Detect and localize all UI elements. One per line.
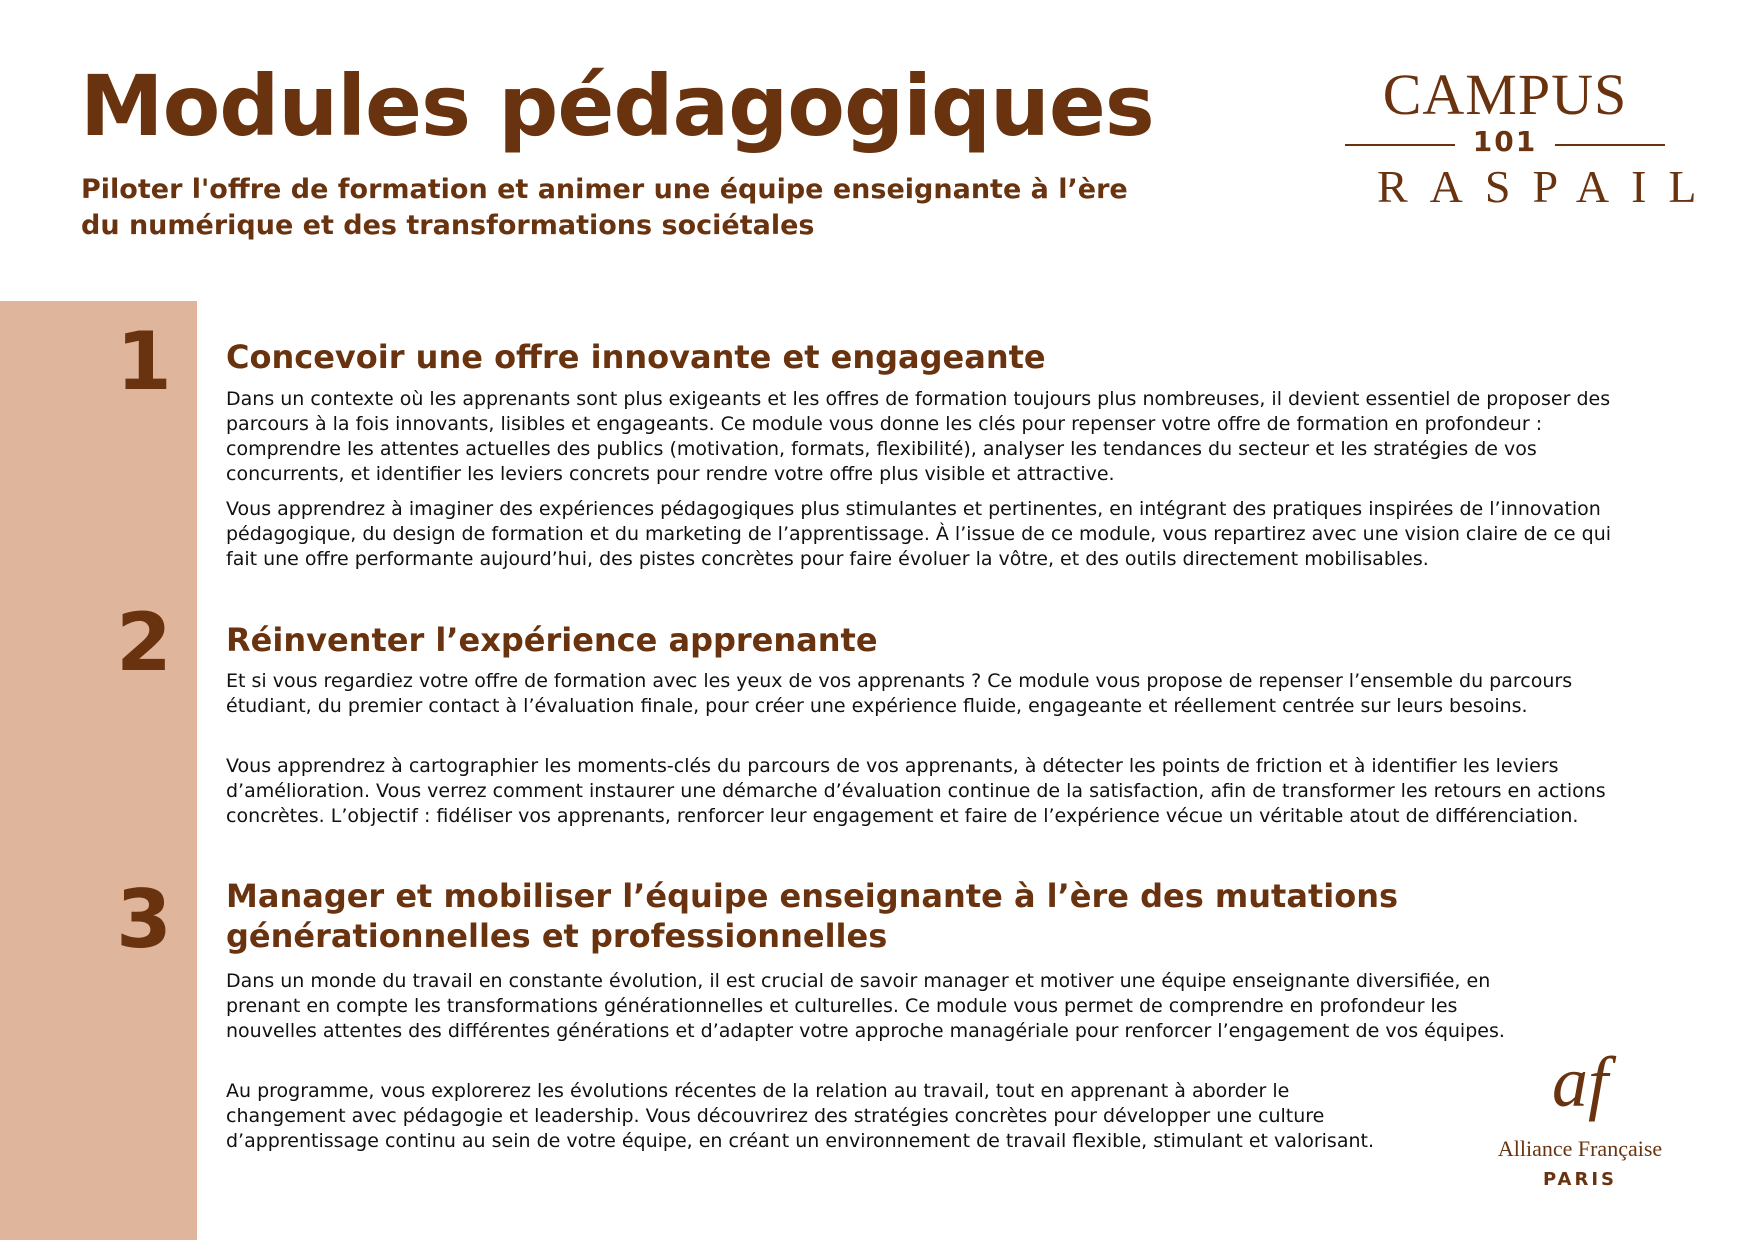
af-city: PARIS — [1543, 1169, 1617, 1190]
side-color-band — [0, 301, 197, 1240]
module-1-paragraph-2: Vous apprendrez à imaginer des expériences pédagogiques plus stimulantes et pertinentes, en intégrant des pratiques inspirées de l’innovation pédagogique, du design de formation et du marketing de l’apprentissage. À l’issue de ce module, vous repartirez avec une vision claire de ce qui fait une offre performante aujourd’hui, des pistes concrètes pour faire évoluer la vôtre, et des outils directement mobilisables. — [226, 498, 1612, 570]
logo-rule-right — [1555, 144, 1665, 146]
af-monogram: af — [1551, 1042, 1608, 1122]
logo-campus-word: CAMPUS — [1382, 62, 1628, 127]
module-1-paragraph-1: Dans un contexte où les apprenants sont plus exigeants et les offres de formation toujours plus nombreuses, il devient essentiel de proposer des parcours à la fois innovants, lisibles et engageants. Ce module vous donne les clés pour repenser votre offre de formation en profondeur : comprendre les attentes actuelles des publics (motivation, formats, flexibilité), analyser les tendances du secteur et les stratégies de vos concurrents, et identifier les leviers concrets pour rendre votre offre plus visible et attractive. — [226, 388, 1611, 485]
module-title-3 — [226, 876, 1398, 956]
module-2-paragraph-2: Vous apprendrez à cartographier les moments-clés du parcours de vos apprenants, à détecter les points de friction et à identifier les leviers d’amélioration. Vous verrez comment instaurer une démarche d’évaluation continue de la satisfaction, afin de transformer les retours en actions concrètes. L’objectif : fidéliser vos apprenants, renforcer leur engagement et faire de l’expérience vécue un véritable atout de différenciation. — [226, 755, 1606, 827]
page-subtitle — [81, 172, 1201, 244]
campus-raspail-logo — [1355, 62, 1719, 216]
module-3-paragraph-2: Au programme, vous explorerez les évolutions récentes de la relation au travail, tout en apprenant à aborder le changement avec pédagogie et leadership. Vous découvrirez des stratégies concrètes pour développer une culture d’apprentissage continu au sein de votre équipe, en créant un environnement de travail flexible, stimulant et valorisant. — [226, 1080, 1374, 1152]
module-title-3-line-1: Manager et mobiliser l’équipe enseignante à l’ère des mutations — [226, 877, 1399, 915]
module-number-1: 1 — [116, 315, 172, 408]
alliance-francaise-logo — [1490, 1042, 1670, 1196]
module-title-2: Réinventer l’expérience apprenante — [226, 621, 878, 659]
af-name: Alliance Française — [1497, 1136, 1663, 1161]
page-title: Modules pédagogiques — [80, 57, 1154, 155]
logo-raspail-word: RASPAIL — [1377, 161, 1719, 212]
logo-number: 101 — [1472, 125, 1538, 158]
subtitle-line-2: du numérique et des transformations sociétales — [81, 210, 815, 241]
subtitle-line-1: Piloter l'offre de formation et animer une équipe enseignante à l’ère — [81, 174, 1128, 205]
module-2-paragraph-1: Et si vous regardiez votre offre de formation avec les yeux de vos apprenants ? Ce module vous propose de repenser l’ensemble du parcours étudiant, du premier contact à l’évaluation finale, pour créer une expérience fluide, engageante et réellement centrée sur leurs besoins. — [226, 670, 1573, 717]
module-title-1: Concevoir une offre innovante et engageante — [226, 338, 1046, 376]
module-number-2: 2 — [116, 596, 172, 689]
module-3-paragraph-1: Dans un monde du travail en constante évolution, il est crucial de savoir manager et motiver une équipe enseignante diversifiée, en prenant en compte les transformations générationnelles et culturelles. Ce module vous permet de comprendre en profondeur les nouvelles attentes des différentes générations et d’adapter votre approche managériale pour renforcer l’engagement de vos équipes. — [226, 970, 1505, 1042]
module-title-3-line-2: générationnelles et professionnelles — [226, 917, 888, 955]
module-number-3: 3 — [116, 873, 172, 966]
